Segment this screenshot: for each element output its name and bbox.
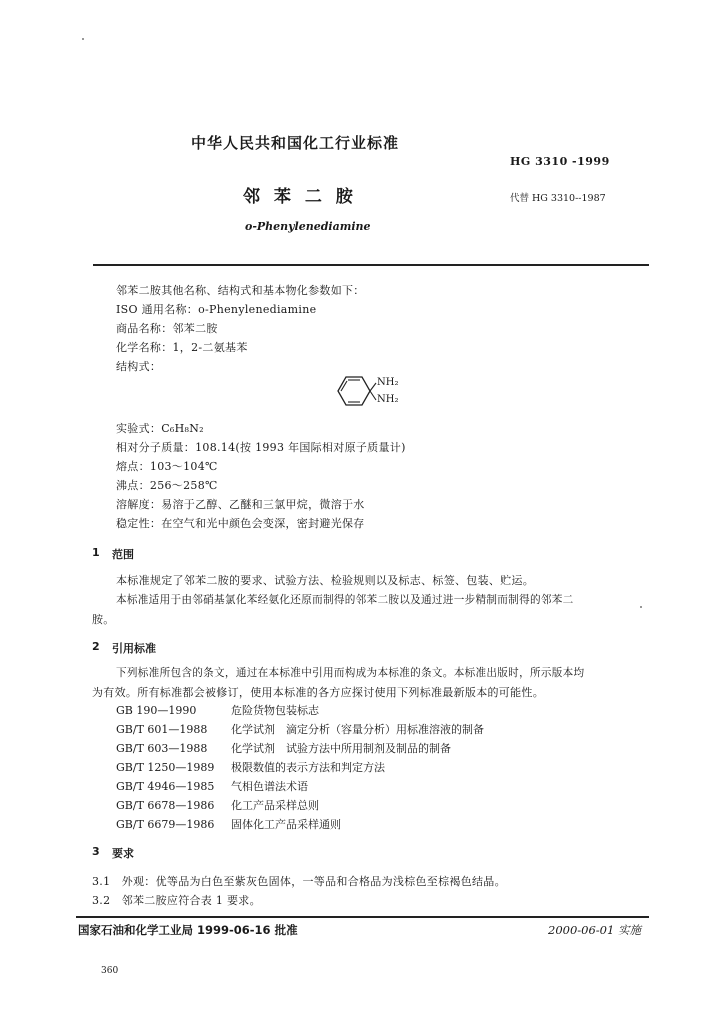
chemical-name: 化学名称：1，2-二氨基苯 bbox=[116, 341, 248, 354]
amino-group-bottom: NH₂ bbox=[377, 394, 399, 405]
benzene-ring-structure bbox=[330, 370, 420, 414]
amino-group-top: NH₂ bbox=[377, 377, 399, 388]
reference-title: 固体化工产品采样通则 bbox=[231, 818, 341, 831]
section-1-para-1: 本标准规定了邻苯二胺的要求、试验方法、检验规则以及标志、标签、包装、贮运。 bbox=[116, 574, 535, 587]
footer-rule bbox=[76, 916, 649, 918]
scan-speck bbox=[640, 606, 642, 608]
document-title-cn: 邻 苯 二 胺 bbox=[243, 187, 357, 207]
structure-label: 结构式： bbox=[116, 360, 162, 373]
iso-name: ISO 通用名称：o-Phenylenediamine bbox=[116, 303, 317, 316]
melting-point: 熔点：103～104℃ bbox=[116, 460, 218, 473]
section-1-para-2a: 本标准适用于由邻硝基氯化苯经氨化还原而制得的邻苯二胺以及通过进一步精制而制得的邻苯二 bbox=[116, 594, 574, 606]
reference-title: 化学试剂 试验方法中所用制剂及制品的制备 bbox=[231, 742, 451, 755]
effective-date: 2000-06-01 实施 bbox=[548, 923, 641, 937]
reference-code: GB/T 6679—1986 bbox=[116, 818, 215, 831]
section-1-para-2b: 胺。 bbox=[92, 613, 115, 626]
reference-title: 化工产品采样总则 bbox=[231, 799, 319, 812]
section-2-para-1a: 下列标准所包含的条文，通过在本标准中引用而构成为本标准的条文。本标准出版时，所示版本均 bbox=[116, 667, 585, 679]
intro-line: 邻苯二胺其他名称、结构式和基本物化参数如下： bbox=[116, 284, 365, 297]
boiling-point: 沸点：256～258℃ bbox=[116, 479, 218, 492]
solubility: 溶解度：易溶于乙醇、乙醚和三氯甲烷，微溶于水 bbox=[116, 498, 365, 511]
reference-item bbox=[116, 721, 484, 737]
section-1-title: 范围 bbox=[112, 548, 134, 561]
reference-item bbox=[116, 740, 451, 756]
reference-code: GB/T 4946—1985 bbox=[116, 780, 215, 793]
header-rule bbox=[93, 264, 649, 266]
document-title-en: o-Phenylenediamine bbox=[245, 220, 371, 233]
reference-item bbox=[116, 759, 385, 775]
molecular-weight: 相对分子质量：108.14(按 1993 年国际相对原子质量计) bbox=[116, 441, 406, 454]
reference-item bbox=[116, 816, 341, 832]
reference-title: 危险货物包装标志 bbox=[231, 704, 319, 717]
standard-number: HG 3310 -1999 bbox=[510, 155, 610, 168]
section-2-title: 引用标准 bbox=[112, 642, 156, 655]
reference-item bbox=[116, 797, 319, 813]
reference-code: GB/T 6678—1986 bbox=[116, 799, 215, 812]
reference-code: GB/T 1250—1989 bbox=[116, 761, 215, 774]
page-number: 360 bbox=[101, 966, 119, 976]
reference-code: GB/T 603—1988 bbox=[116, 742, 208, 755]
reference-code: GB/T 601—1988 bbox=[116, 723, 208, 736]
section-2-para-1b: 为有效。所有标准都会被修订，使用本标准的各方应探讨使用下列标准最新版本的可能性。 bbox=[92, 686, 544, 699]
section-2-number: 2 bbox=[92, 640, 100, 653]
industry-standard-heading: 中华人民共和国化工行业标准 bbox=[191, 134, 400, 152]
reference-item bbox=[116, 702, 319, 718]
clause-3-2: 3.2 邻苯二胺应符合表 1 要求。 bbox=[92, 894, 261, 907]
approval-statement: 国家石油和化学工业局 1999-06-16 批准 bbox=[78, 923, 298, 937]
reference-title: 气相色谱法术语 bbox=[231, 780, 308, 793]
empirical-formula: 实验式：C₆H₈N₂ bbox=[116, 422, 204, 435]
section-3-title: 要求 bbox=[112, 847, 134, 860]
replaces-standard: 代替 HG 3310--1987 bbox=[510, 193, 606, 204]
trade-name: 商品名称：邻苯二胺 bbox=[116, 322, 218, 335]
reference-code: GB 190—1990 bbox=[116, 704, 197, 717]
section-3-number: 3 bbox=[92, 845, 100, 858]
scan-speck bbox=[82, 38, 84, 40]
clause-3-1: 3.1 外观：优等品为白色至紫灰色固体，一等品和合格品为浅棕色至棕褐色结晶。 bbox=[92, 875, 506, 888]
section-1-number: 1 bbox=[92, 546, 100, 559]
reference-title: 化学试剂 滴定分析（容量分析）用标准溶液的制备 bbox=[231, 723, 484, 736]
reference-item bbox=[116, 778, 308, 794]
reference-title: 极限数值的表示方法和判定方法 bbox=[231, 761, 385, 774]
stability: 稳定性：在空气和光中颜色会变深，密封避光保存 bbox=[116, 517, 365, 530]
